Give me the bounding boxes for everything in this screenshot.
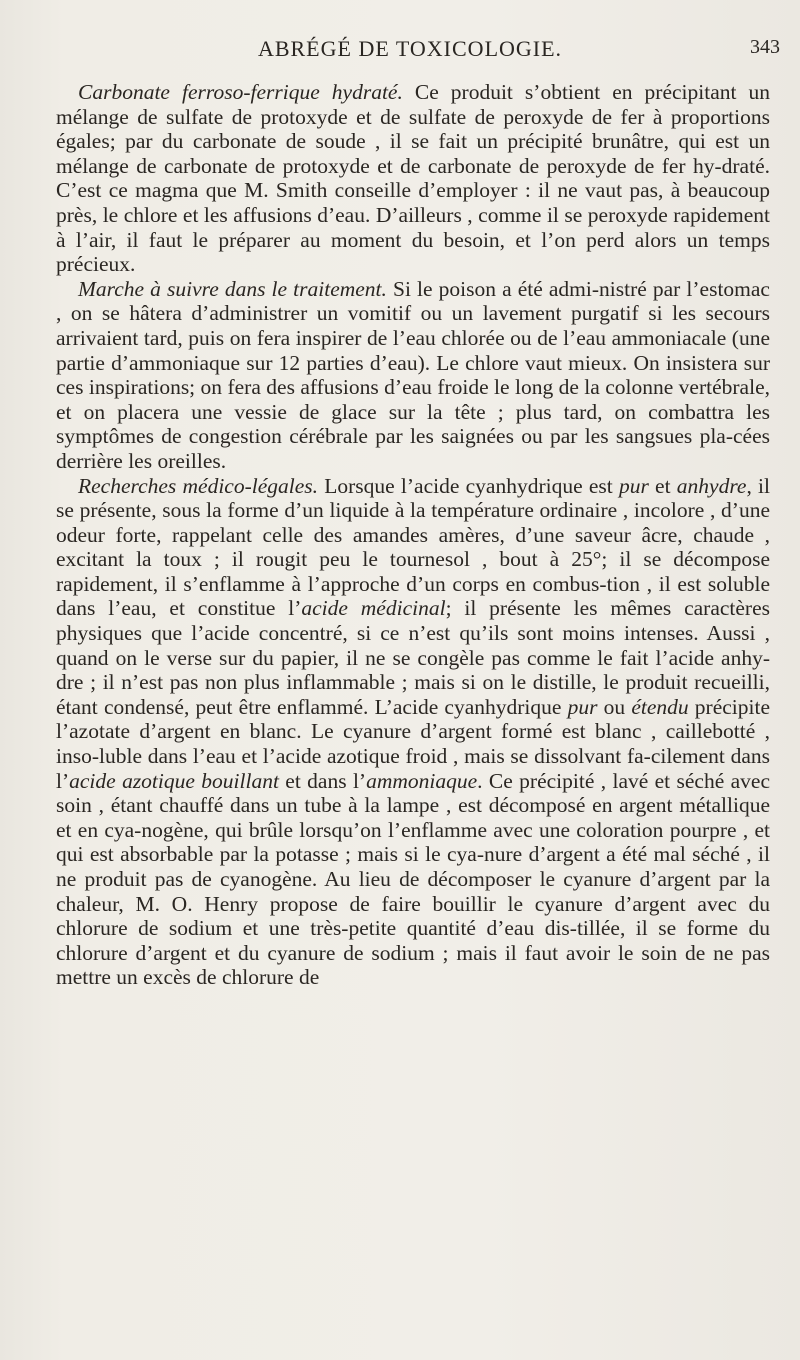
text-run: et bbox=[648, 473, 677, 498]
paragraph-text bbox=[56, 474, 770, 990]
text-run: et dans l’ bbox=[278, 768, 367, 793]
italic-term: acide médicinal bbox=[301, 596, 446, 621]
paragraph-heading: Recherches médico-légales. bbox=[78, 473, 319, 498]
paragraph-marche bbox=[56, 277, 770, 474]
paragraph-heading: Carbonate ferroso-ferrique hydraté. bbox=[78, 80, 403, 104]
paragraph-carbonate bbox=[56, 80, 770, 277]
text-run: Lorsque l’acide cyanhydrique est bbox=[318, 473, 619, 498]
paragraph-text: Si le poison a été admi-nistré par l’estomac , on se hâtera d’administrer un vomitif ou un lavement purgatif si les secours arrivaient tard, puis on fera inspirer de l’eau chlorée ou de l’eau ammoniacale (une partie d’ammoniaque sur 12 parties d’eau). Le chlore vaut mieux. On insistera sur ces inspirations; on fera des affusions d’eau froide le long de la colonne vertébrale, et on placera une vessie de glace sur la tête ; plus tard, on combattra les symptômes de congestion cérébrale par les saignées ou par les sangsues pla-cées derrière les oreilles. bbox=[56, 276, 770, 473]
text-run: . Ce précipité , lavé et séché avec soin , étant chauffé dans un tube à la lampe , est décomposé en argent métallique et en cya-nogène, qui brûle lorsqu’on l’enflamme avec une coloration pourpre , et qui est absorbable par la potasse ; mais si le cya-nure d’argent a été mal séché , il ne produit pas de cyanogène. Au lieu de décomposer le cyanure d’argent par la chaleur, M. O. Henry propose de faire bouillir le cyanure d’argent avec du chlorure de sodium et une très-petite quantité d’eau dis-tillée, il se forme du chlorure d’argent et du cyanure de sodium ; mais il faut avoir le soin de ne pas mettre un excès de chlorure de bbox=[56, 768, 771, 990]
running-head bbox=[40, 36, 780, 66]
italic-term: acide azotique bouillant bbox=[69, 768, 279, 793]
text-run: ; il présente les mêmes caractères physiques que l’acide concentré, si ce n’est qu’ils sont moins intenses. Aussi , quand on le verse sur du papier, il ne se congèle pas comme le fait l’acide anhy-dre ; il n’est pas non plus inflammable ; mais si on le distille, le produit recueilli, étant condensé, peut être enflammé. L’acide cyanhydrique bbox=[56, 596, 770, 719]
italic-term: pur bbox=[618, 473, 649, 498]
paragraph-heading: Marche à suivre dans le traitement. bbox=[78, 276, 387, 301]
text-run: , il se présente, sous la forme d’un liquide à la température ordinaire , incolore , d’une odeur forte, rappelant celle des amandes amères, d’une saveur âcre, chaude , excitant la toux ; il rougit peu le tournesol , bout à 25°; il se décompose rapidement, il s’enflamme à l’approche d’un corps en combus-tion , il est soluble dans l’eau, et constitue l’ bbox=[56, 473, 770, 621]
running-title: ABRÉGÉ DE TOXICOLOGIE. bbox=[257, 36, 563, 61]
body-text bbox=[56, 80, 770, 990]
page-number: 343 bbox=[750, 36, 780, 58]
paragraph-recherches bbox=[56, 474, 770, 990]
italic-term: étendu bbox=[631, 694, 689, 719]
italic-term: ammoniaque bbox=[366, 768, 478, 793]
italic-term: anhydre bbox=[676, 473, 747, 498]
italic-term: pur bbox=[567, 694, 598, 719]
text-run: précipite l’azotate d’argent en blanc. Le cyanure d’argent formé est blanc , caillebotté , inso-luble dans l’eau et l’acide azotique froid , mais se dissolvant fa-cilement dans l’ bbox=[56, 694, 771, 793]
paragraph-text: Ce produit s’obtient en précipitant un mélange de sulfate de protoxyde et de sulfate de peroxyde de fer à proportions égales; par du carbonate de soude , il se fait un précipité brunâtre, qui est un mélange de carbonate de protoxyde et de carbonate de peroxyde de fer hy-draté. C’est ce magma que M. Smith conseille d’employer : il ne vaut pas, à beaucoup près, le chlore et les affusions d’eau. D’ailleurs , comme il se peroxyde rapidement à l’air, il faut le préparer au moment du besoin, et l’on perd alors un temps précieux. bbox=[56, 80, 770, 277]
text-run: ou bbox=[597, 694, 632, 719]
